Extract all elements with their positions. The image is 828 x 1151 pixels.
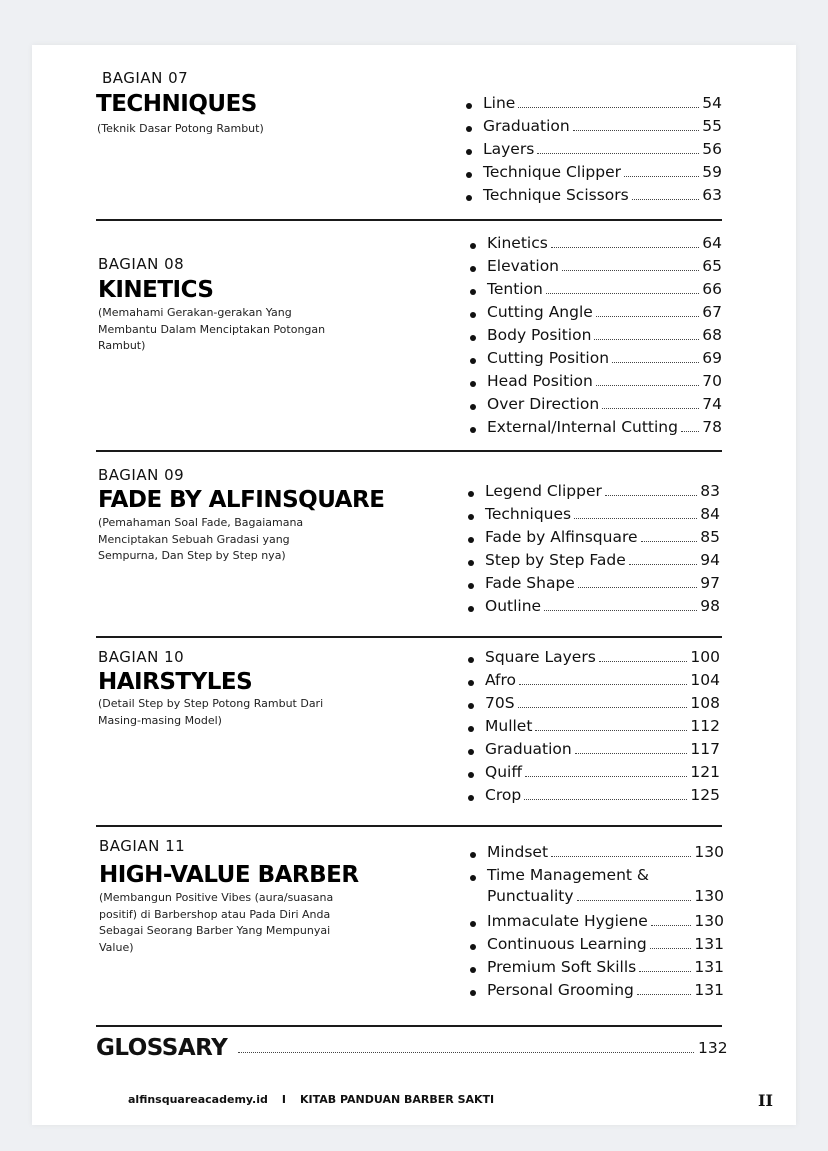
section-description: (Membangun Positive Vibes (aura/suasana positif) di Barbershop atau Pada Diri Anda Sebagai Seorang Barber Yang Mempunyai Value) [99, 891, 334, 954]
toc-item-label: Premium Soft Skills [487, 958, 637, 976]
footer [128, 1093, 494, 1106]
toc-list [468, 843, 724, 1004]
toc-item-page: 63 [702, 186, 722, 204]
leader-dots [518, 694, 688, 708]
toc-item-label: Graduation [483, 117, 570, 135]
toc-item-label: Kinetics [487, 234, 548, 252]
toc-item [466, 763, 720, 786]
toc-item-page: 70 [702, 372, 722, 390]
footer-separator: I [281, 1093, 286, 1106]
toc-item [468, 866, 724, 912]
toc-item [468, 418, 722, 441]
toc-item [468, 843, 724, 866]
toc-item-label: Fade Shape [485, 574, 575, 592]
toc-item-label: Continuous Learning [487, 935, 647, 953]
leader-dots [518, 94, 699, 108]
toc-item-page: 83 [700, 482, 720, 500]
leader-dots [578, 574, 697, 588]
toc-item-label: Fade by Alfinsquare [485, 528, 638, 546]
toc-item-label: Technique Scissors [483, 186, 629, 204]
toc-item-page: 68 [702, 326, 722, 344]
toc-item-label: Step by Step Fade [485, 551, 626, 569]
section-title: FADE BY ALFINSQUARE [98, 487, 385, 513]
leader-dots [632, 186, 700, 200]
toc-item [468, 280, 722, 303]
glossary-title: GLOSSARY [96, 1035, 228, 1061]
toc-item-label: Graduation [485, 740, 572, 758]
leader-dots [544, 597, 697, 611]
leader-dots [681, 418, 699, 432]
leader-dots [546, 280, 699, 294]
section-divider [96, 825, 722, 827]
leader-dots [605, 482, 697, 496]
section-title: KINETICS [98, 277, 214, 303]
leader-dots [624, 163, 699, 177]
toc-item-label: Layers [483, 140, 535, 158]
toc-item-label: Afro [485, 671, 517, 689]
toc-item [468, 234, 722, 257]
toc-list [468, 234, 722, 441]
toc-item-page: 65 [702, 257, 722, 275]
toc-item-page: 84 [700, 505, 720, 523]
leader-dots [537, 140, 699, 154]
toc-item [468, 958, 724, 981]
toc-item-page: 104 [690, 671, 720, 689]
toc-item [468, 257, 722, 280]
toc-item-label-continued: Punctuality [487, 887, 574, 905]
leader-dots [573, 117, 700, 131]
toc-item-page: 67 [702, 303, 722, 321]
leader-dots [575, 740, 688, 754]
toc-item-label: Line [483, 94, 516, 112]
toc-item-page: 98 [700, 597, 720, 615]
section-description: (Detail Step by Step Potong Rambut Dari Masing-masing Model) [98, 697, 324, 727]
toc-item-page: 78 [702, 418, 722, 436]
leader-dots [562, 257, 699, 271]
leader-dots [524, 786, 687, 800]
glossary-leader-dots [238, 1046, 694, 1053]
toc-item-label: Head Position [487, 372, 593, 390]
toc-item-page: 125 [690, 786, 720, 804]
leader-dots [551, 234, 699, 248]
leader-dots [599, 648, 688, 662]
leader-dots [519, 671, 687, 685]
toc-item [466, 528, 720, 551]
toc-item-page: 85 [700, 528, 720, 546]
toc-list [466, 648, 720, 809]
leader-dots [639, 958, 691, 972]
section-number: BAGIAN 11 [99, 837, 186, 855]
toc-item-page: 121 [690, 763, 720, 781]
toc-item-page: 55 [702, 117, 722, 135]
leader-dots [651, 912, 692, 926]
toc-item [466, 740, 720, 763]
section-number: BAGIAN 10 [98, 648, 185, 666]
toc-item-label: Cutting Position [487, 349, 610, 367]
toc-item-label: Outline [485, 597, 542, 615]
toc-item-page: 54 [702, 94, 722, 112]
toc-item [464, 163, 722, 186]
toc-item-label: External/Internal Cutting [487, 418, 678, 436]
toc-item-page: 130 [694, 887, 724, 905]
toc-list [466, 482, 720, 620]
toc-item [468, 935, 724, 958]
toc-item [466, 648, 720, 671]
toc-item-page: 117 [690, 740, 720, 758]
toc-item [466, 505, 720, 528]
toc-item [468, 912, 724, 935]
leader-dots [596, 372, 699, 386]
toc-item-page: 131 [694, 935, 724, 953]
section-description: (Teknik Dasar Potong Rambut) [97, 122, 264, 135]
toc-item [468, 981, 724, 1004]
leader-dots [577, 887, 692, 901]
toc-item-label: Immaculate Hygiene [487, 912, 648, 930]
toc-item [464, 94, 722, 117]
toc-item [466, 717, 720, 740]
section-divider [96, 219, 722, 221]
leader-dots [525, 763, 687, 777]
toc-item-page: 131 [694, 958, 724, 976]
toc-item-label: Tention [487, 280, 543, 298]
toc-item-label: Cutting Angle [487, 303, 593, 321]
leader-dots [641, 528, 698, 542]
page-number: II [758, 1091, 773, 1110]
toc-item [466, 671, 720, 694]
toc-item-label: 70S [485, 694, 515, 712]
toc-item-page: 56 [702, 140, 722, 158]
leader-dots [637, 981, 692, 995]
section-number: BAGIAN 08 [98, 255, 185, 273]
toc-item [468, 395, 722, 418]
section-number: BAGIAN 09 [98, 466, 185, 484]
toc-item [466, 786, 720, 809]
toc-item [464, 117, 722, 140]
leader-dots [551, 843, 691, 857]
toc-item [466, 551, 720, 574]
toc-item-label: Personal Grooming [487, 981, 634, 999]
toc-item-page: 74 [702, 395, 722, 413]
toc-item [464, 140, 722, 163]
toc-list [464, 94, 722, 209]
section-number: BAGIAN 07 [102, 69, 189, 87]
toc-item-page: 94 [700, 551, 720, 569]
toc-item-label: Techniques [485, 505, 572, 523]
toc-item-page: 112 [690, 717, 720, 735]
section-title: HAIRSTYLES [98, 669, 253, 695]
toc-item-page: 59 [702, 163, 722, 181]
leader-dots [602, 395, 699, 409]
leader-dots [650, 935, 692, 949]
toc-item [468, 326, 722, 349]
toc-item-label: Technique Clipper [483, 163, 621, 181]
toc-item-page: 131 [694, 981, 724, 999]
section-divider [96, 450, 722, 452]
footer-book-title: KITAB PANDUAN BARBER SAKTI [299, 1093, 495, 1106]
toc-item-label: Quiff [485, 763, 523, 781]
leader-dots [594, 326, 699, 340]
toc-item-label: Square Layers [485, 648, 596, 666]
toc-item-label: Mindset [487, 843, 549, 861]
glossary-page-number: 132 [698, 1039, 728, 1057]
toc-item-label: Time Management & [487, 866, 649, 884]
section-description: (Memahami Gerakan-gerakan Yang Membantu Dalam Menciptakan Potongan Rambut) [98, 306, 326, 352]
toc-item [466, 574, 720, 597]
toc-item-label: Elevation [487, 257, 559, 275]
toc-item [468, 372, 722, 395]
section-divider [96, 1025, 722, 1027]
toc-item [464, 186, 722, 209]
toc-item [466, 597, 720, 620]
toc-item [466, 482, 720, 505]
toc-item-page: 64 [702, 234, 722, 252]
toc-item-page: 130 [694, 912, 724, 930]
toc-item-page: 100 [690, 648, 720, 666]
toc-item-label: Body Position [487, 326, 592, 344]
document-page [32, 45, 796, 1125]
section-description: (Pemahaman Soal Fade, Bagaiamana Menciptakan Sebuah Gradasi yang Sempurna, Dan Step by Step nya) [98, 516, 304, 562]
toc-item-page: 108 [690, 694, 720, 712]
section-title: HIGH-VALUE BARBER [99, 862, 359, 888]
toc-item-page: 130 [694, 843, 724, 861]
leader-dots [535, 717, 687, 731]
toc-item [468, 349, 722, 372]
toc-item-label: Over Direction [487, 395, 600, 413]
leader-dots [629, 551, 698, 565]
toc-item [468, 303, 722, 326]
toc-item-page: 97 [700, 574, 720, 592]
leader-dots [574, 505, 697, 519]
toc-item-page: 66 [702, 280, 722, 298]
toc-item-page: 69 [702, 349, 722, 367]
toc-item-label: Crop [485, 786, 522, 804]
leader-dots [596, 303, 699, 317]
toc-item [466, 694, 720, 717]
footer-site: alfinsquareacademy.id [128, 1093, 268, 1106]
leader-dots [612, 349, 699, 363]
section-divider [96, 636, 722, 638]
toc-item-label: Legend Clipper [485, 482, 602, 500]
toc-item-label: Mullet [485, 717, 533, 735]
section-title: TECHNIQUES [96, 91, 257, 117]
